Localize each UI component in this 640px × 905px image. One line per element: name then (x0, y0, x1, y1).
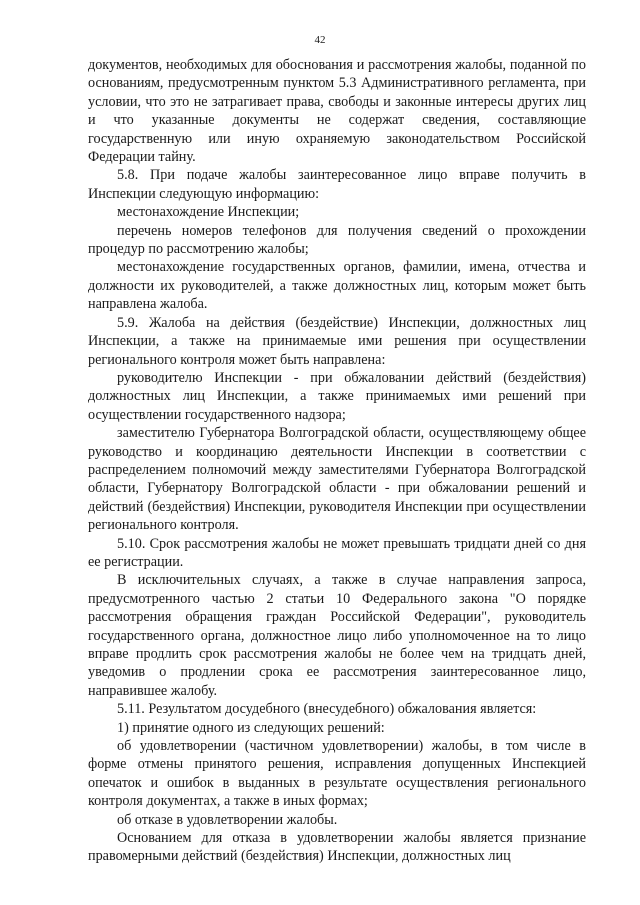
page-number: 42 (314, 34, 326, 46)
paragraph-continuation: документов, необходимых для обоснования и рассмотрения жалобы, поданной по основаниям, предусмотренным пунктом 5.3 Административного регламента, при условии, что это не затрагивает права, свободы и законные интересы других лиц и что указанные документы не содержат сведения, составляющие государственную или иную охраняемую законодательством Российской Федерации тайну. (88, 57, 586, 166)
list-item-decision: 1) принятие одного из следующих решений: (117, 719, 385, 736)
document-body (88, 56, 586, 866)
list-item-authorities: местонахождение государственных органов, фамилии, имена, отчества и должности их руководителей, а также должностных лиц, которым может быть направлена жалоба. (88, 259, 586, 313)
paragraph-exceptional-cases: В исключительных случаях, а также в случае направления запроса, предусмотренного частью 2 статьи 10 Федерального закона "О порядке рассмотрения обращения граждан Российской Федерации", руководитель государственного органа, должностное лицо либо уполномоченное на то лицо вправе продлить срок рассмотрения жалобы не более чем на тридцать дней, уведомив о продлении срока ее рассмотрения заинтересованное лицо, направившее жалобу. (88, 572, 586, 699)
list-item-location: местонахождение Инспекции; (117, 204, 300, 221)
paragraph-5-10: 5.10. Срок рассмотрения жалобы не может превышать тридцати дней со дня ее регистрации. (88, 535, 586, 570)
paragraph-5-9: 5.9. Жалоба на действия (бездействие) Инспекции, должностных лиц Инспекции, а также на принимаемые ими решения при осуществлении регионального контроля может быть направлена: (88, 314, 586, 368)
list-item-head-of-inspection: руководителю Инспекции - при обжаловании действий (бездействия) должностных лиц Инспекции, а также принимаемых ими решений при осуществлении государственного надзора; (88, 369, 586, 423)
list-item-refusal: об отказе в удовлетворении жалобы. (117, 811, 338, 828)
list-item-satisfaction: об удовлетворении (частичном удовлетворении) жалобы, в том числе в форме отмены принятого решения, исправления допущенных Инспекцией опечаток и ошибок в выданных в результате осуществления регионального контроля документах, а также в иных формах; (88, 738, 586, 810)
list-item-phones: перечень номеров телефонов для получения сведений о прохождении процедур по рассмотрению жалобы; (88, 222, 586, 258)
paragraph-5-11: 5.11. Результатом досудебного (внесудебного) обжалования является: (117, 701, 537, 718)
paragraph-refusal-grounds: Основанием для отказа в удовлетворении жалобы является признание правомерными действий (бездействия) Инспекции, должностных лиц (88, 830, 586, 865)
paragraph-5-8: 5.8. При подаче жалобы заинтересованное лицо вправе получить в Инспекции следующую информацию: (88, 167, 586, 202)
list-item-deputy-governor: заместителю Губернатора Волгоградской области, осуществляющему общее руководство и координацию деятельности Инспекции в соответствии с распределением полномочий между заместителями Губернатора Волгоградской области, Губернатору Волгоградской области - при обжаловании решений и действий (бездействия) Инспекции, руководителя Инспекции при осуществлении регионального контроля. (88, 425, 586, 534)
